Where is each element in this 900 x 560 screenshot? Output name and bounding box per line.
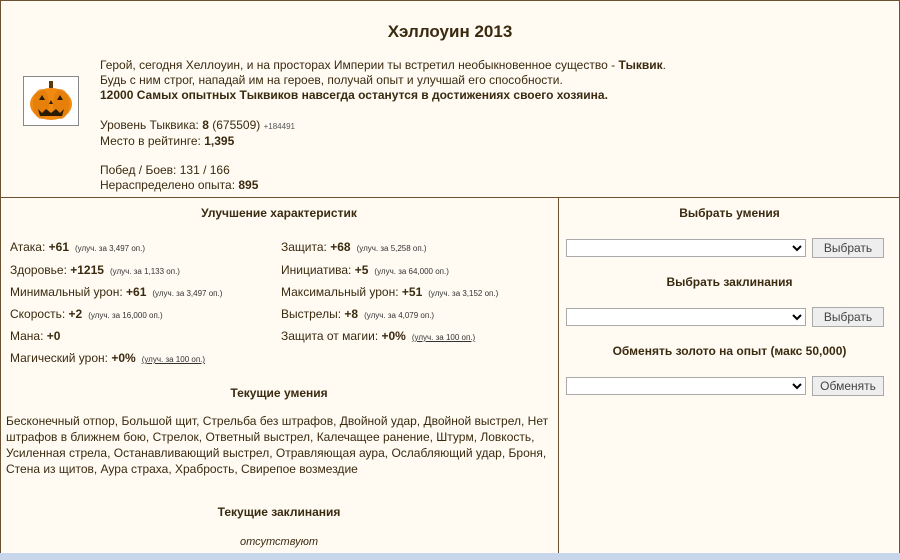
choose-spells-header: Выбрать заклинания [666,275,793,289]
rank-line: Место в рейтинге: 1,395 [100,134,235,148]
current-skills-list: Бесконечный отпор, Большой щит, Стрельба без штрафов, Двойной удар, Двойной выстрел, Нет штрафов в ближнем бою, Стрелок, Ответный выстрел, Калечащее ранение, Штурм, Ловкость, Усиленная стрела, Останавливающий выстрел, Отравляющая аура, Ослабляющий удар, Броня, Стена из щитов, Аура страха, Храбрость, Свирепое возмездие [6,414,549,476]
current-spells-empty: отсутствуют [239,536,319,548]
page-title: Хэллоуин 2013 [387,22,513,41]
unallocated-value: 895 [238,178,259,192]
unallocated-line: Нераспределено опыта: 895 [100,178,259,192]
attr-shots: Выстрелы: +8 (улуч. за 4,079 оп.) [281,307,435,321]
attr-mana: Мана: +0 [10,329,61,343]
skills-select[interactable] [566,239,806,257]
wins-line: Побед / Боев: 131 / 166 [100,163,230,177]
rank-value: 1,395 [204,134,235,148]
attr-magic-damage: Магический урон: +0% (улуч. за 100 оп.) [10,351,206,365]
attr-magic-defense: Защита от магии: +0% (улуч. за 100 оп.) [281,329,476,343]
attr-health: Здоровье: +1215 (улуч. за 1,133 оп.) [10,263,180,277]
choose-skills-header: Выбрать умения [679,206,780,220]
divider-horizontal [0,197,900,198]
pumpkin-icon [27,80,75,122]
choose-skill-button[interactable]: Выбрать [812,238,884,258]
attr-min-damage: Минимальный урон: +61 (улуч. за 3,497 оп.) [10,285,223,299]
exchange-gold-header: Обменять золото на опыт (макс 50,000) [612,344,847,358]
upgrade-link-magic-defense[interactable]: (улуч. за 100 оп.) [411,333,476,342]
intro-line-3: 12000 Самых опытных Тыквиков навсегда останутся в достижениях своего хозяина. [100,88,608,102]
taskbar-strip [0,553,900,560]
intro-line-1: Герой, сегодня Хеллоуин, и на просторах Империи ты встретил необыкновенное существо - Тыквик. [100,58,666,72]
divider-vertical [558,197,559,560]
level-exp: (675509) [212,118,261,132]
pumpkin-avatar [23,76,79,126]
intro-line-2: Будь с ним строг, нападай им на героев, получай опыт и улучшай его способности. [100,73,563,87]
attr-attack: Атака: +61 (улуч. за 3,497 оп.) [10,240,146,254]
attr-speed: Скорость: +2 (улуч. за 16,000 оп.) [10,307,163,321]
attr-max-damage: Максимальный урон: +51 (улуч. за 3,152 оп.) [281,285,499,299]
level-line: Уровень Тыквика: 8 (675509) +184491 [100,118,295,132]
gold-select[interactable] [566,377,806,395]
creature-name: Тыквик [618,58,663,72]
attr-initiative: Инициатива: +5 (улуч. за 64,000 оп.) [281,263,449,277]
intro-text [100,58,666,103]
current-skills-header: Текущие умения [230,386,328,400]
level-diff: +184491 [263,122,295,131]
current-spells-header: Текущие заклинания [217,505,341,519]
attr-defense: Защита: +68 (улуч. за 5,258 оп.) [281,240,427,254]
upgrade-link-magic-damage[interactable]: (улуч. за 100 оп.) [141,355,206,364]
wins-value: 131 / 166 [179,163,230,177]
spells-select[interactable] [566,308,806,326]
choose-spell-button[interactable]: Выбрать [812,307,884,327]
level-value: 8 [202,118,209,132]
exchange-button[interactable]: Обменять [812,376,884,396]
improve-header: Улучшение характеристик [201,206,357,220]
